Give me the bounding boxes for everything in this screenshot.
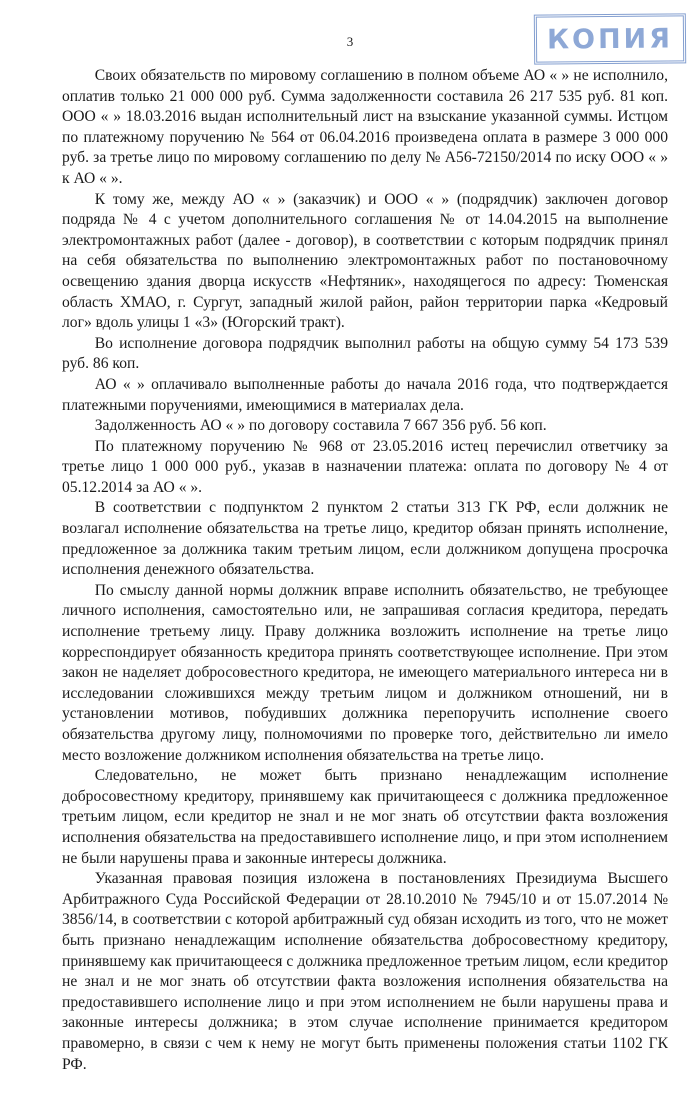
paragraph: Своих обязательств по мировому соглашению в полном объеме АО « » не исполнило, оплатив только 21 000 000 руб. Сумма задолженности составила 26 217 535 руб. 81 коп. ООО « » 18.03.2016 выдан исполнительный лист на взыскание указанной суммы. Истцом по платежному поручению № 564 от 06.04.2016 произведена оплата в размере 3 000 000 руб. за третье лицо по мировому соглашению по делу № А56-72150/2014 по иску ООО « » к АО « ». <box>62 67 668 187</box>
paragraph: К тому же, между АО « » (заказчик) и ООО « » (подрядчик) заключен договор подряда № 4 с учетом дополнительного соглашения № от 14.04.2015 на выполнение электромонтажных работ (далее - договор), в соответствии с которым подрядчик принял на себя обязательства по выполнению электромонтажных работ по постановочному освещению здания дворца искусств «Нефтяник», находящегося по адресу: Тюменская область ХМАО, г. Сургут, западный жилой район, район территории парка «Кедровый лог» вдоль улицы 1 «3» (Югорский тракт). <box>62 190 668 332</box>
document-body <box>62 66 668 1075</box>
paragraph: Указанная правовая позиция изложена в постановлениях Президиума Высшего Арбитражного Суда Российской Федерации от 28.10.2010 № 7945/10 и от 15.07.2014 № 3856/14, в соответствии с которой арбитражный суд обязан исходить из того, что не может быть признано ненадлежащим исполнение обязательства добросовестному кредитору, принявшему как причитающееся с должника предложенное третьим лицом, если кредитор не знал и не мог знать об отсутствии факта возложения исполнения обязательства на предоставившего исполнение лицо и при этом исполнением не были нарушены права и законные интересы должника; в этом случае исполнение принимается кредитором правомерно, в связи с чем к нему не могут быть применены положения статьи 1102 ГК РФ. <box>62 870 668 1073</box>
paragraph: АО « » оплачивало выполненные работы до начала 2016 года, что подтверждается платежными поручениями, имеющимися в материалах дела. <box>62 375 668 414</box>
paragraph: Во исполнение договора подрядчик выполнил работы на общую сумму 54 173 539 руб. 86 коп. <box>62 334 668 373</box>
paragraph: В соответствии с подпунктом 2 пунктом 2 статьи 313 ГК РФ, если должник не возлагал исполнение обязательства на третье лицо, кредитор обязан принять исполнение, предложенное за должника таким третьим лицом, если должником допущена просрочка исполнения денежного обязательства. <box>62 499 668 579</box>
copy-stamp: КОПИЯ <box>534 13 686 64</box>
paragraph: По смыслу данной нормы должник вправе исполнить обязательство, не требующее личного исполнения, самостоятельно или, не запрашивая согласия кредитора, передать исполнение третьему лицу. Праву должника возложить исполнение на третье лицо корреспондирует обязанность кредитора принять соответствующее исполнение. При этом закон не наделяет добросовестного кредитора, не имеющего материального интереса ни в исследовании сложившихся между третьим лицом и должником отношений, ни в установлении мотивов, побудивших должника перепоручить исполнение своего обязательства другому лицу, полномочиями по проверке того, действительно ли имело место возложение должником исполнения обязательства на третье лицо. <box>62 581 668 764</box>
page-number: 3 <box>346 34 354 49</box>
paragraph: Следовательно, не может быть признано ненадлежащим исполнение добросовестному кредитору, принявшему как причитающееся с должника предложенное третьим лицом, если кредитор не знал и не мог знать об отсутствии факта возложения исполнения обязательства на предоставившего исполнение лицо, и при этом исполнением не были нарушены права и законные интересы должника. <box>62 767 668 867</box>
paragraph: По платежному поручению № 968 от 23.05.2016 истец перечислил ответчику за третье лицо 1 000 000 руб., указав в назначении платежа: оплата по договору № 4 от 05.12.2014 за АО « ». <box>62 437 668 496</box>
paragraph: Задолженность АО « » по договору составила 7 667 356 руб. 56 коп. <box>94 417 547 435</box>
